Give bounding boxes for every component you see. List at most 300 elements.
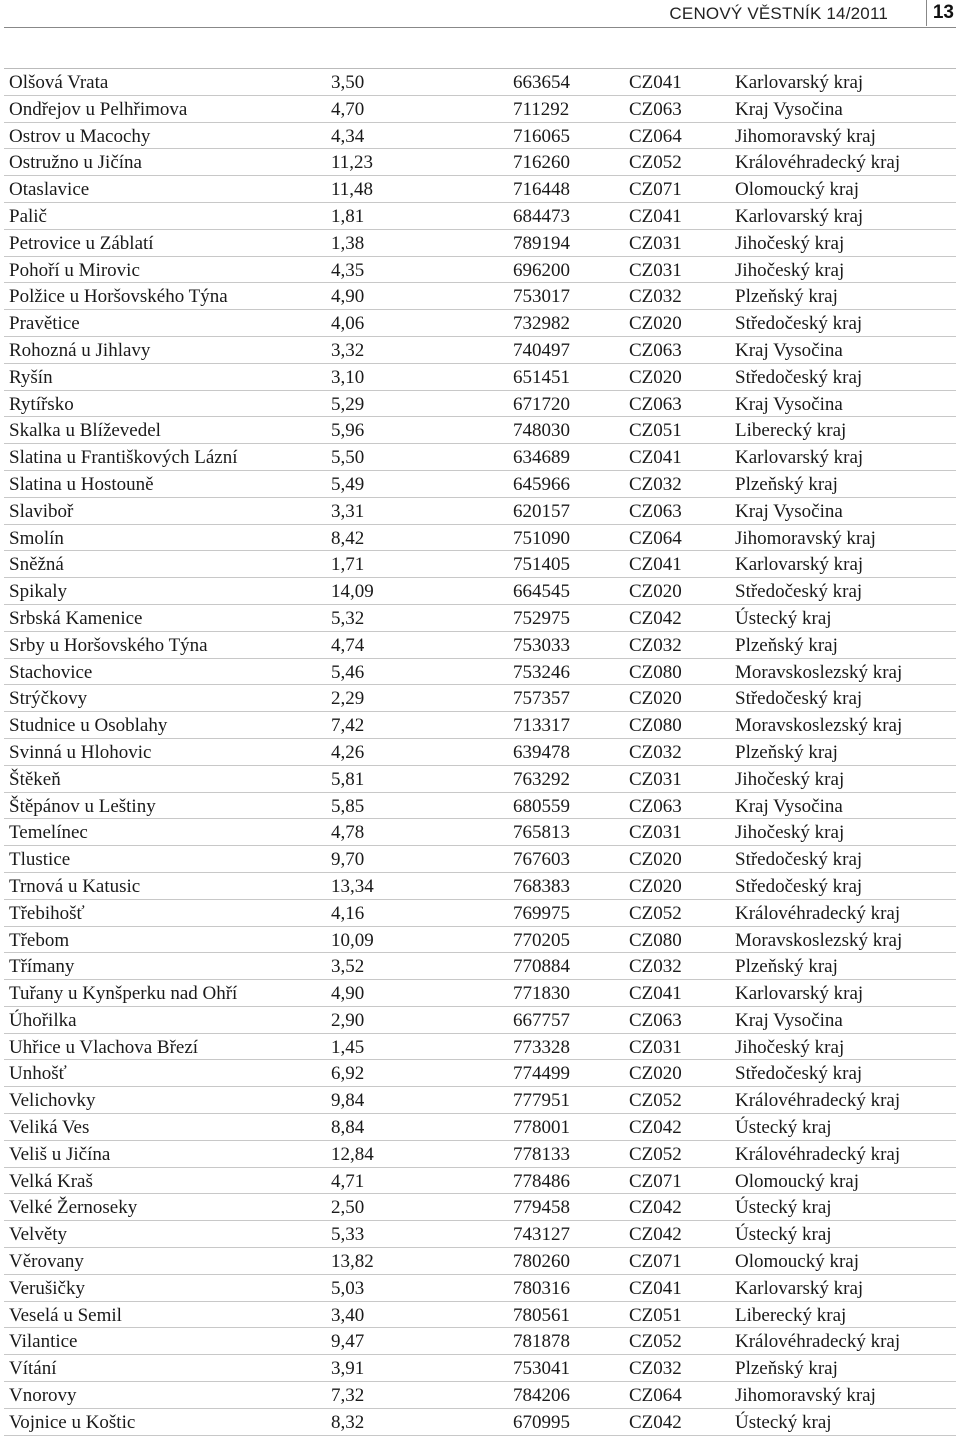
region-name: Královéhradecký kraj <box>735 1331 901 1353</box>
region-name: Středočeský kraj <box>735 849 863 871</box>
table-row <box>4 659 956 686</box>
price-value: 3,50 <box>331 72 365 93</box>
cadastral-name: Pravětice <box>9 313 80 335</box>
cadastral-code: 770884 <box>513 956 570 978</box>
region-name: Královéhradecký kraj <box>735 1090 901 1112</box>
cadastral-name: Tuřany u Kynšperku nad Ohří <box>9 983 238 1005</box>
cadastral-code: 778001 <box>513 1117 570 1139</box>
price-value: 5,32 <box>331 607 365 629</box>
price-value: 13,34 <box>331 875 374 897</box>
cadastral-name: Strýčkovy <box>9 688 88 710</box>
region-name: Ústecký kraj <box>735 1197 832 1219</box>
table-row <box>4 1007 956 1034</box>
cadastral-name: Třebihošť <box>9 902 85 924</box>
cadastral-name: Olšová Vrata <box>9 72 109 93</box>
header-rule <box>4 27 956 28</box>
price-value: 3,31 <box>331 500 365 522</box>
cadastral-code: 789194 <box>513 232 570 254</box>
page-number: 13 <box>932 2 954 23</box>
table-row <box>4 1087 956 1114</box>
region-name: Jihočeský kraj <box>735 259 845 281</box>
price-value: 12,84 <box>331 1143 374 1165</box>
cadastral-code: 748030 <box>513 420 570 442</box>
cadastral-name: Sněžná <box>9 554 64 576</box>
table-row <box>4 391 956 418</box>
nuts-code: CZ051 <box>629 420 682 442</box>
cadastral-code: 777951 <box>513 1090 570 1112</box>
nuts-code: CZ041 <box>629 983 682 1005</box>
price-value: 11,48 <box>331 179 374 201</box>
table-row <box>4 417 956 444</box>
cadastral-name: Temelínec <box>9 822 88 844</box>
price-value: 6,92 <box>331 1063 365 1085</box>
table-row <box>4 712 956 739</box>
price-value: 4,70 <box>331 98 365 120</box>
region-name: Jihomoravský kraj <box>735 527 876 549</box>
cadastral-name: Palič <box>9 205 47 227</box>
table-row <box>4 1275 956 1302</box>
nuts-code: CZ071 <box>629 1170 682 1192</box>
table-row <box>4 96 956 123</box>
price-value: 3,10 <box>331 366 365 388</box>
price-value: 5,85 <box>331 795 365 817</box>
cadastral-name: Vnorovy <box>9 1385 77 1407</box>
cadastral-name: Ryšín <box>9 366 53 388</box>
region-name: Kraj Vysočina <box>735 98 843 120</box>
nuts-code: CZ042 <box>629 1411 682 1433</box>
cadastral-name: Vojnice u Koštic <box>9 1411 136 1433</box>
region-name: Ústecký kraj <box>735 1117 832 1139</box>
price-value: 5,29 <box>331 393 365 415</box>
cadastral-code: 716065 <box>513 125 570 147</box>
table-row <box>4 1141 956 1168</box>
cadastral-name: Otaslavice <box>9 179 90 201</box>
cadastral-name: Vítání <box>9 1358 57 1380</box>
table-row <box>4 793 956 820</box>
cadastral-code: 751405 <box>513 554 570 576</box>
region-name: Plzeňský kraj <box>735 956 838 978</box>
price-value: 4,06 <box>331 313 365 335</box>
nuts-code: CZ032 <box>629 741 682 763</box>
cadastral-name: Věrovany <box>9 1251 84 1273</box>
nuts-code: CZ020 <box>629 875 682 897</box>
cadastral-code: 765813 <box>513 822 570 844</box>
cadastral-name: Uhřice u Vlachova Březí <box>9 1036 199 1058</box>
table-row <box>4 1060 956 1087</box>
cadastral-name: Pohoří u Mirovic <box>9 259 140 281</box>
region-name: Středočeský kraj <box>735 1063 863 1085</box>
price-value: 3,32 <box>331 339 365 361</box>
region-name: Kraj Vysočina <box>735 1009 843 1031</box>
cadastral-name: Svinná u Hlohovic <box>9 741 152 763</box>
nuts-code: CZ041 <box>629 554 682 576</box>
cadastral-code: 771830 <box>513 983 570 1005</box>
table-row <box>4 1114 956 1141</box>
cadastral-name: Velké Žernoseky <box>9 1197 138 1219</box>
cadastral-name: Veliká Ves <box>9 1117 90 1139</box>
nuts-code: CZ032 <box>629 634 682 656</box>
region-name: Středočeský kraj <box>735 875 863 897</box>
cadastral-code: 645966 <box>513 473 570 495</box>
table-row <box>4 283 956 310</box>
table-row <box>4 632 956 659</box>
region-name: Jihočeský kraj <box>735 768 845 790</box>
region-name: Středočeský kraj <box>735 688 863 710</box>
nuts-code: CZ031 <box>629 259 682 281</box>
table-row <box>4 203 956 230</box>
page-header <box>0 0 960 28</box>
cadastral-name: Úhořilka <box>9 1009 77 1031</box>
table-row <box>4 927 956 954</box>
cadastral-code: 757357 <box>513 688 570 710</box>
price-value: 4,71 <box>331 1170 365 1192</box>
region-name: Ústecký kraj <box>735 1224 832 1246</box>
price-value: 9,47 <box>331 1331 365 1353</box>
cadastral-name: Srby u Horšovského Týna <box>9 634 208 656</box>
cadastral-name: Štěpánov u Leštiny <box>9 795 156 817</box>
cadastral-name: Smolín <box>9 527 64 549</box>
table-row <box>4 337 956 364</box>
region-name: Liberecký kraj <box>735 420 847 442</box>
cadastral-code: 696200 <box>513 259 570 281</box>
region-name: Královéhradecký kraj <box>735 1143 901 1165</box>
region-name: Jihočeský kraj <box>735 1036 845 1058</box>
nuts-code: CZ064 <box>629 1385 682 1407</box>
table-row <box>4 1302 956 1329</box>
cadastral-code: 778486 <box>513 1170 570 1192</box>
cadastral-name: Rohozná u Jihlavy <box>9 339 151 361</box>
price-value: 3,52 <box>331 956 365 978</box>
cadastral-code: 767603 <box>513 849 570 871</box>
nuts-code: CZ052 <box>629 1090 682 1112</box>
price-value: 1,38 <box>331 232 365 254</box>
nuts-code: CZ063 <box>629 339 682 361</box>
cadastral-name: Slatina u Hostouně <box>9 473 154 495</box>
cadastral-code: 740497 <box>513 339 570 361</box>
region-name: Plzeňský kraj <box>735 634 838 656</box>
cadastral-code: 670995 <box>513 1411 570 1433</box>
table-row <box>4 873 956 900</box>
price-value: 4,26 <box>331 741 365 763</box>
price-value: 5,03 <box>331 1277 365 1299</box>
cadastral-code: 752975 <box>513 607 570 629</box>
table-row <box>4 605 956 632</box>
cadastral-code: 716448 <box>513 179 570 201</box>
table-row <box>4 1194 956 1221</box>
price-value: 13,82 <box>331 1251 374 1273</box>
table-row <box>4 471 956 498</box>
table-row <box>4 498 956 525</box>
nuts-code: CZ020 <box>629 849 682 871</box>
cadastral-code: 753017 <box>513 286 570 308</box>
region-name: Středočeský kraj <box>735 313 863 335</box>
cadastral-name: Petrovice u Záblatí <box>9 232 154 254</box>
nuts-code: CZ041 <box>629 1277 682 1299</box>
price-value: 11,23 <box>331 152 374 174</box>
nuts-code: CZ080 <box>629 929 682 951</box>
price-value: 9,70 <box>331 849 365 871</box>
cadastral-code: 778133 <box>513 1143 570 1165</box>
nuts-code: CZ071 <box>629 179 682 201</box>
cadastral-code: 671720 <box>513 393 570 415</box>
region-name: Karlovarský kraj <box>735 983 864 1005</box>
cadastral-code: 753041 <box>513 1358 570 1380</box>
region-name: Plzeňský kraj <box>735 741 838 763</box>
table-row <box>4 551 956 578</box>
region-name: Karlovarský kraj <box>735 72 864 93</box>
nuts-code: CZ052 <box>629 1331 682 1353</box>
cadastral-name: Třímany <box>9 956 75 978</box>
price-value: 8,42 <box>331 527 365 549</box>
region-name: Moravskoslezský kraj <box>735 715 903 737</box>
price-value: 3,40 <box>331 1304 365 1326</box>
table-row <box>4 176 956 203</box>
price-value: 4,74 <box>331 634 365 656</box>
region-name: Olomoucký kraj <box>735 1251 860 1273</box>
nuts-code: CZ052 <box>629 152 682 174</box>
price-value: 3,91 <box>331 1358 365 1380</box>
price-value: 2,50 <box>331 1197 365 1219</box>
nuts-code: CZ052 <box>629 1143 682 1165</box>
table-row <box>4 123 956 150</box>
price-value: 5,96 <box>331 420 365 442</box>
nuts-code: CZ020 <box>629 1063 682 1085</box>
cadastral-code: 773328 <box>513 1036 570 1058</box>
table-row <box>4 257 956 284</box>
cadastral-code: 763292 <box>513 768 570 790</box>
price-value: 5,81 <box>331 768 365 790</box>
nuts-code: CZ080 <box>629 715 682 737</box>
cadastral-name: Stachovice <box>9 661 93 683</box>
price-value: 4,34 <box>331 125 365 147</box>
nuts-code: CZ063 <box>629 393 682 415</box>
price-value: 1,71 <box>331 554 365 576</box>
price-value: 8,32 <box>331 1411 365 1433</box>
table-row <box>4 1355 956 1382</box>
cadastral-name: Ostružno u Jičína <box>9 152 142 174</box>
region-name: Moravskoslezský kraj <box>735 661 903 683</box>
cadastral-name: Ostrov u Macochy <box>9 125 151 147</box>
cadastral-code: 779458 <box>513 1197 570 1219</box>
price-value: 8,84 <box>331 1117 365 1139</box>
nuts-code: CZ032 <box>629 473 682 495</box>
cadastral-code: 780316 <box>513 1277 570 1299</box>
nuts-code: CZ041 <box>629 447 682 469</box>
cadastral-name: Rytířsko <box>9 393 74 415</box>
price-value: 5,49 <box>331 473 365 495</box>
region-name: Plzeňský kraj <box>735 1358 838 1380</box>
region-name: Kraj Vysočina <box>735 393 843 415</box>
table-row <box>4 149 956 176</box>
cadastral-name: Tlustice <box>9 849 71 871</box>
nuts-code: CZ041 <box>629 72 682 93</box>
table-row <box>4 1221 956 1248</box>
cadastral-name: Slaviboř <box>9 500 74 522</box>
price-value: 1,45 <box>331 1036 365 1058</box>
table-row <box>4 525 956 552</box>
nuts-code: CZ031 <box>629 822 682 844</box>
cadastral-name: Ondřejov u Pelhřimova <box>9 98 188 120</box>
cadastral-code: 664545 <box>513 581 570 603</box>
nuts-code: CZ051 <box>629 1304 682 1326</box>
price-value: 4,16 <box>331 902 365 924</box>
table-row <box>4 953 956 980</box>
nuts-code: CZ063 <box>629 1009 682 1031</box>
table-row <box>4 1382 956 1409</box>
cadastral-code: 769975 <box>513 902 570 924</box>
table-row <box>4 1168 956 1195</box>
cadastral-code: 751090 <box>513 527 570 549</box>
nuts-code: CZ032 <box>629 286 682 308</box>
table-row <box>4 578 956 605</box>
table-row <box>4 364 956 391</box>
price-value: 2,90 <box>331 1009 365 1031</box>
region-name: Ústecký kraj <box>735 607 832 629</box>
cadastral-code: 732982 <box>513 313 570 335</box>
table-row <box>4 766 956 793</box>
header-divider <box>926 0 927 26</box>
publication-title: CENOVÝ VĚSTNÍK 14/2011 <box>669 4 888 23</box>
region-name: Liberecký kraj <box>735 1304 847 1326</box>
table-row <box>4 1328 956 1355</box>
cadastral-name: Vilantice <box>9 1331 78 1353</box>
price-value: 10,09 <box>331 929 374 951</box>
nuts-code: CZ041 <box>629 205 682 227</box>
cadastral-code: 780561 <box>513 1304 570 1326</box>
region-name: Jihočeský kraj <box>735 232 845 254</box>
table-row <box>4 444 956 471</box>
cadastral-name: Spikaly <box>9 581 68 603</box>
cadastral-name: Unhošť <box>9 1063 67 1085</box>
cadastral-code: 634689 <box>513 447 570 469</box>
nuts-code: CZ064 <box>629 125 682 147</box>
cadastral-name: Velká Kraš <box>9 1170 93 1192</box>
cadastral-name: Verušičky <box>9 1277 85 1299</box>
cadastral-code: 620157 <box>513 500 570 522</box>
cadastral-code: 743127 <box>513 1224 570 1246</box>
nuts-code: CZ020 <box>629 688 682 710</box>
region-name: Karlovarský kraj <box>735 447 864 469</box>
price-value: 14,09 <box>331 581 374 603</box>
price-value: 1,81 <box>331 205 365 227</box>
price-value: 5,33 <box>331 1224 365 1246</box>
price-value: 5,46 <box>331 661 365 683</box>
table-row <box>4 900 956 927</box>
cadastral-name: Veselá u Semil <box>9 1304 122 1326</box>
cadastral-code: 680559 <box>513 795 570 817</box>
cadastral-code: 753246 <box>513 661 570 683</box>
table-row <box>4 1034 956 1061</box>
region-name: Kraj Vysočina <box>735 339 843 361</box>
region-name: Karlovarský kraj <box>735 554 864 576</box>
cadastral-name: Srbská Kamenice <box>9 607 143 629</box>
cadastral-name: Trnová u Katusic <box>9 875 141 897</box>
nuts-code: CZ032 <box>629 1358 682 1380</box>
nuts-code: CZ063 <box>629 795 682 817</box>
price-value: 4,35 <box>331 259 365 281</box>
cadastral-code: 770205 <box>513 929 570 951</box>
nuts-code: CZ042 <box>629 1224 682 1246</box>
table-row <box>4 1248 956 1275</box>
nuts-code: CZ042 <box>629 1117 682 1139</box>
cadastral-name: Velvěty <box>9 1224 68 1246</box>
region-name: Ústecký kraj <box>735 1411 832 1433</box>
cadastral-code: 667757 <box>513 1009 570 1031</box>
region-name: Královéhradecký kraj <box>735 902 901 924</box>
nuts-code: CZ031 <box>629 1036 682 1058</box>
cadastral-code: 753033 <box>513 634 570 656</box>
cadastral-name: Slatina u Františkových Lázní <box>9 447 238 469</box>
region-name: Karlovarský kraj <box>735 1277 864 1299</box>
price-value: 4,90 <box>331 983 365 1005</box>
cadastral-code: 780260 <box>513 1251 570 1273</box>
table-row <box>4 819 956 846</box>
region-name: Olomoucký kraj <box>735 179 860 201</box>
region-name: Královéhradecký kraj <box>735 152 901 174</box>
nuts-code: CZ064 <box>629 527 682 549</box>
region-name: Plzeňský kraj <box>735 286 838 308</box>
cadastral-name: Veliš u Jičína <box>9 1143 111 1165</box>
cadastral-code: 684473 <box>513 205 570 227</box>
cadastral-code: 711292 <box>513 98 570 120</box>
nuts-code: CZ020 <box>629 581 682 603</box>
cadastral-code: 774499 <box>513 1063 570 1085</box>
cadastral-code: 639478 <box>513 741 570 763</box>
region-name: Jihomoravský kraj <box>735 1385 876 1407</box>
nuts-code: CZ020 <box>629 313 682 335</box>
price-table <box>4 68 956 1436</box>
nuts-code: CZ052 <box>629 902 682 924</box>
cadastral-name: Velichovky <box>9 1090 96 1112</box>
cadastral-code: 784206 <box>513 1385 570 1407</box>
cadastral-code: 781878 <box>513 1331 570 1353</box>
price-value: 7,42 <box>331 715 365 737</box>
region-name: Olomoucký kraj <box>735 1170 860 1192</box>
cadastral-code: 713317 <box>513 715 570 737</box>
price-value: 5,50 <box>331 447 365 469</box>
nuts-code: CZ032 <box>629 956 682 978</box>
table-row <box>4 310 956 337</box>
table-row <box>4 685 956 712</box>
nuts-code: CZ071 <box>629 1251 682 1273</box>
table-row <box>4 846 956 873</box>
table-row <box>4 230 956 257</box>
nuts-code: CZ063 <box>629 500 682 522</box>
nuts-code: CZ020 <box>629 366 682 388</box>
nuts-code: CZ031 <box>629 232 682 254</box>
nuts-code: CZ063 <box>629 98 682 120</box>
cadastral-name: Štěkeň <box>9 768 61 790</box>
table-row <box>4 1409 956 1436</box>
table-row <box>4 980 956 1007</box>
region-name: Jihomoravský kraj <box>735 125 876 147</box>
table-row <box>4 69 956 96</box>
cadastral-code: 663654 <box>513 72 570 93</box>
table-row <box>4 739 956 766</box>
cadastral-name: Studnice u Osoblahy <box>9 715 168 737</box>
price-value: 2,29 <box>331 688 365 710</box>
cadastral-name: Třebom <box>9 929 70 951</box>
cadastral-code: 651451 <box>513 366 570 388</box>
region-name: Plzeňský kraj <box>735 473 838 495</box>
region-name: Jihočeský kraj <box>735 822 845 844</box>
nuts-code: CZ031 <box>629 768 682 790</box>
cadastral-name: Skalka u Blíževedel <box>9 420 161 442</box>
nuts-code: CZ080 <box>629 661 682 683</box>
cadastral-code: 716260 <box>513 152 570 174</box>
region-name: Moravskoslezský kraj <box>735 929 903 951</box>
region-name: Středočeský kraj <box>735 581 863 603</box>
